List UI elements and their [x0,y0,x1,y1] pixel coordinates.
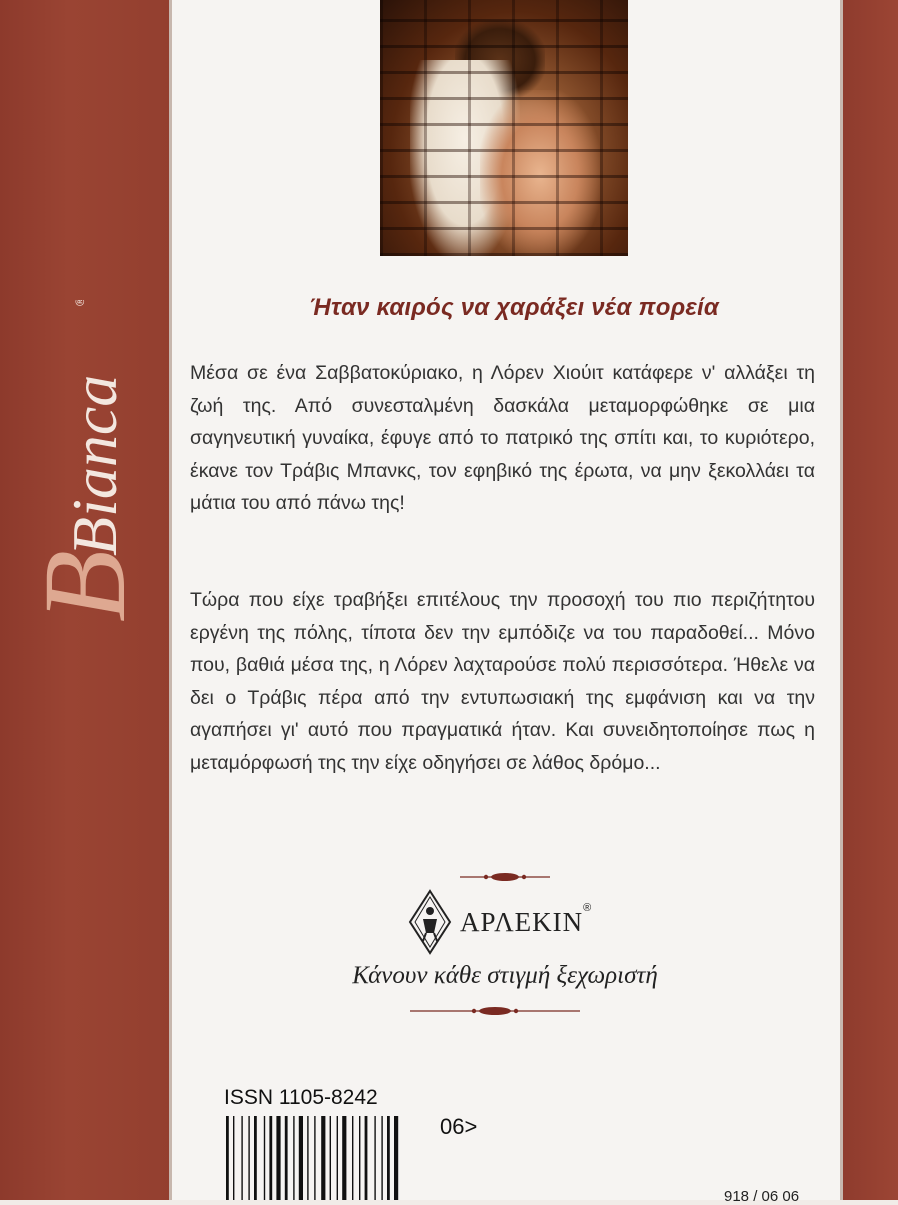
couple-embrace-photo [380,0,628,256]
left-color-band [0,0,172,1200]
barcode [224,1116,434,1200]
barcode-addon [440,1114,477,1140]
blurb-paragraph-1: Μέσα σε ένα Σαββατοκύριακο, η Λόρεν Χιούιτ κατάφερε ν' αλλάξει τη ζωή της. Από συνεσταλμένη δασκάλα μεταμορφώθηκε σε μια σαγηνευτική γυναίκα, έφυγε από το πατρικό της σπίτι και, το κυριότερο, έκανε τον Τράβις Μπανκς, τον εφηβικό της έρωτα, να μην ξεκολλάει τα μάτια του από πάνω της! [190,362,815,514]
blurb-paragraph-2: Τώρα που είχε τραβήξει επιτέλους την προσοχή του πιο περιζήτητου εργένη της πόλης, τίποτα δεν την εμπόδιζε να του παραδοθεί... Μόνο που, βαθιά μέσα της, η Λόρεν λαχταρούσε πολύ περισσότερα. Ήθελε να δει ο Τράβις πέρα από την εντυπωσιακή της εμφάνιση και να την αγαπήσει γι' αυτό που πραγματικά ήταν. Και συνειδητοποίησε πως η μεταμόρφωσή της την είχε οδηγήσει σε λάθος δρόμο... [190,589,815,774]
right-color-band [840,0,898,1200]
barcode-addon-digits: 06 [440,1114,465,1139]
issn-number: ISSN 1105-8242 [224,1086,378,1109]
publisher-tagline: Κάνουν κάθε στιγμή ξεχωριστή [352,962,658,989]
svg-text:B: B [19,549,150,622]
ornament-divider-top [460,870,550,882]
headline: Ήταν καιρός να χαράξει νέα πορεία [309,294,719,321]
publisher-trademark: ® [583,902,592,914]
bianca-logo [14,300,164,630]
harlequin-diamond-icon [408,889,452,955]
publisher-logo [408,888,591,956]
publisher-name: ΑΡΛΕΚΙΝ [460,906,584,937]
addon-chevron-icon: > [464,1114,478,1139]
bianca-trademark: ® [73,300,87,306]
catalog-code: 918 / 06 06 [724,1188,800,1205]
ornament-divider-bottom [410,1004,580,1016]
bianca-logo-text: Bianca [59,374,130,556]
